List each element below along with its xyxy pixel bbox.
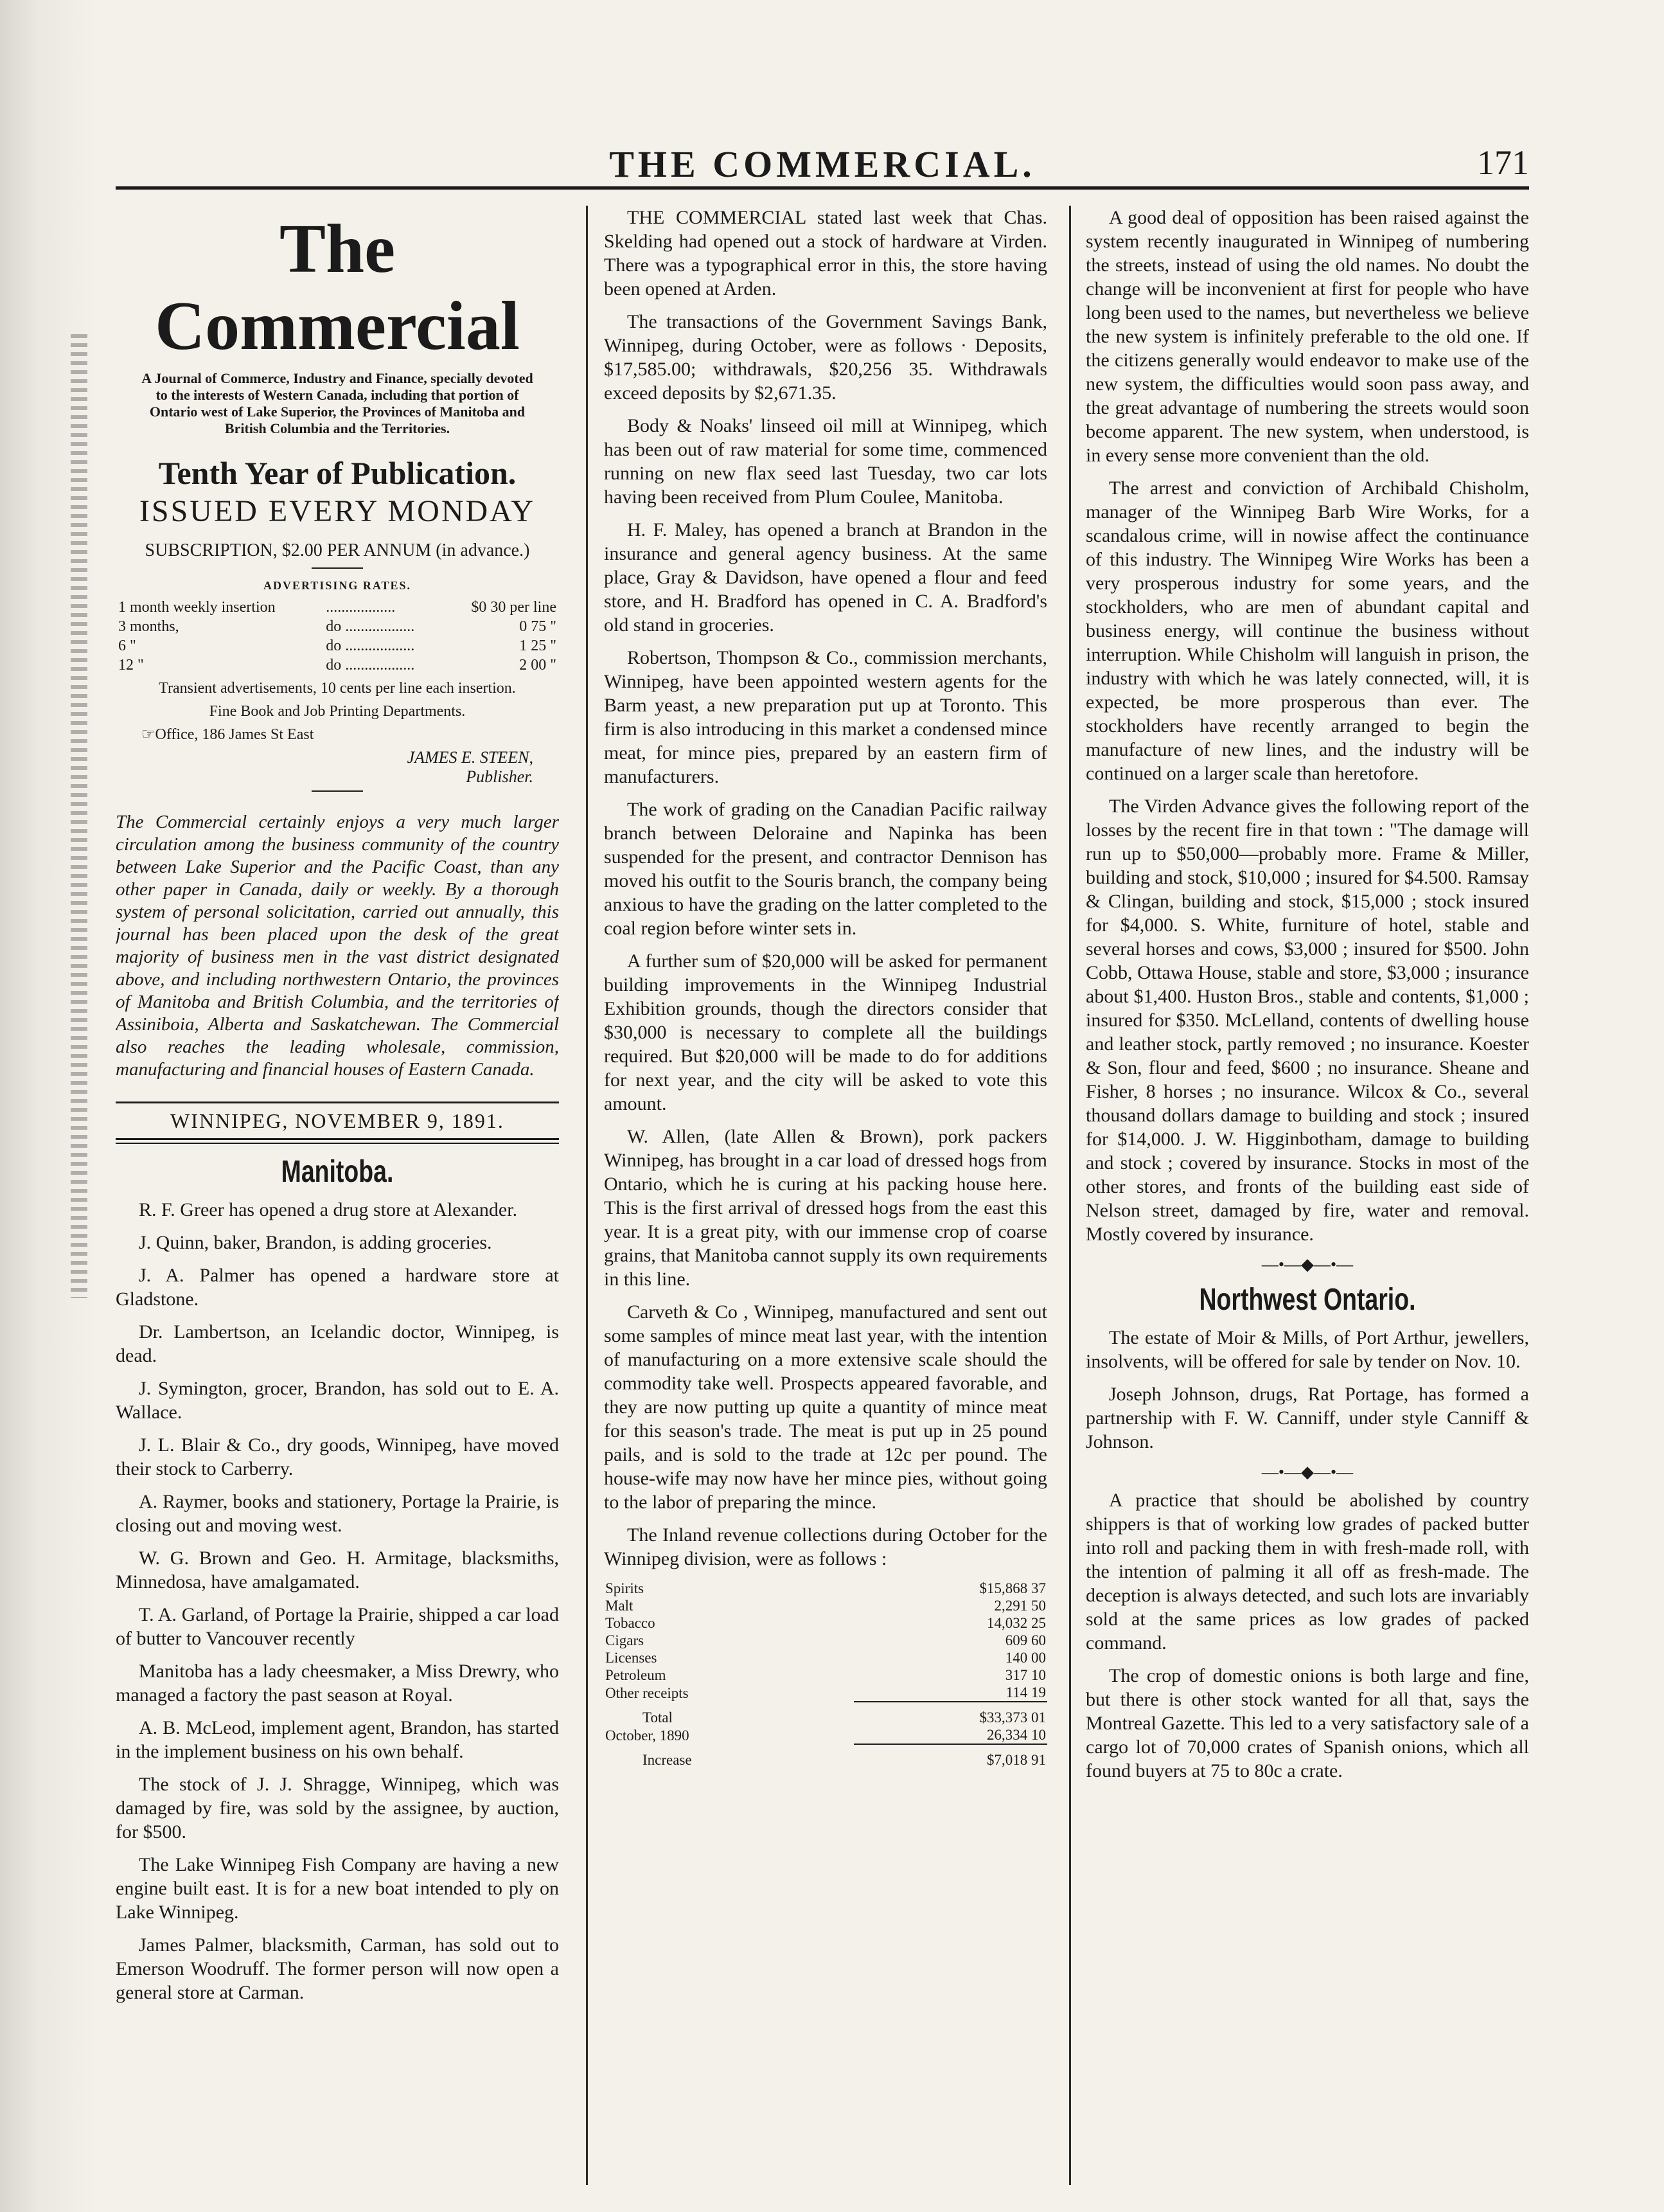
news-item: Joseph Johnson, drugs, Rat Portage, has formed a partnership with F. W. Canniff, under style Canniff & Johnson. — [1086, 1384, 1529, 1452]
short-rule — [312, 567, 363, 569]
revenue-total-row: Total $33,373 01 — [604, 1702, 1047, 1726]
office-address: ☞Office, 186 James St East — [141, 726, 314, 743]
news-item: R. F. Greer has opened a drug store at Alexander. — [139, 1199, 518, 1220]
revenue-row: Cigars 609 60 — [605, 1632, 1046, 1648]
revenue-row: Petroleum 317 10 — [605, 1667, 1046, 1683]
revenue-table — [604, 1580, 1047, 1769]
news-item: Carveth & Co , Winnipeg, manufactured and sent out some samples of mince meat last year, with the intention of manufacturing on a more extensive scale should the commodity take well. Prospects appeared favorable, and they are now putting up quite a quantity of mince meat for this season's trade. The meat is put up in 25 pound pails, and is sold to the trade at 12c per pound. The house-wife may now have her mince pies, without going to the labor of preparing the mince. — [604, 1301, 1047, 1513]
publisher-name: JAMES E. STEEN, — [407, 748, 533, 767]
news-item: The Inland revenue collections during October for the Winnipeg division, were as follows : — [604, 1524, 1047, 1569]
news-item: A. B. McLeod, implement agent, Brandon, has started in the implement business on his own behalf. — [116, 1717, 559, 1762]
revenue-row: Malt 2,291 50 — [605, 1598, 1046, 1614]
news-item: The Virden Advance gives the following report of the losses by the recent fire in that town : "The damage will run up to $50,000—probably more. Frame & Miller, building and stock, $10,000 ; insured for $4.500. Ramsay & Clingan, building and stock, $15,000 ; stock insured for $4,000. S. White, furniture of hotel, stable and several horses and cows, $3,000 ; insured for $500. John Cobb, Ottawa House, stable and store, $3,000 ; insurance about $1,400. Huston Bros., stable and contents, $1,000 ; insured for $350. McLelland, contents of dwelling house and leather stock, partly removed ; no insurance. Koester & Son, flour and feed, $600 ; no insurance. Sheane and Fisher, 8 horses ; no insurance. Wilcox & Co., several thousand dollars damage to building and stock ; insured for $14,000. J. W. Higginbotham, damage to building and stock ; covered by insurance. Stocks in most of the other stores, and fronts of the building east side of Nelson street, damaged by fire, water and removal. Mostly covered by insurance. — [1086, 796, 1529, 1245]
column-2 — [604, 206, 1047, 2185]
issued-line: ISSUED EVERY MONDAY — [139, 494, 536, 528]
subscription-line: SUBSCRIPTION, $2.00 PER ANNUM (in advance.) — [145, 540, 530, 560]
page-number: 171 — [1477, 143, 1529, 182]
news-item: Manitoba has a lady cheesmaker, a Miss Drewry, who managed a factory the past season at Royal. — [116, 1661, 559, 1706]
news-item: The transactions of the Government Savings Bank, Winnipeg, during October, were as follows · Deposits, $17,585.00; withdrawals, $20,256 35. Withdrawals exceed deposits by $2,671.35. — [604, 311, 1047, 404]
circulation-blurb: The Commercial certainly enjoys a very much larger circulation among the business community of the country between Lake Superior and the Pacific Coast, than any other paper in Canada, daily or weekly. By a thorough system of personal solicitation, carried out annually, this journal has been placed upon the desk of the great majority of business men in the vast district designated above, and including northwestern Ontario, the provinces of Manitoba and British Columbia, and the territories of Assiniboia, Alberta and Saskatchewan. The Commercial also reaches the leading wholesale, commission, manufacturing and financial houses of Eastern Canada. — [116, 812, 559, 1080]
revenue-row: Licenses 140 00 — [605, 1650, 1046, 1666]
masthead-title: The Commercial — [155, 211, 520, 364]
news-item: The arrest and conviction of Archibald Chisholm, manager of the Winnipeg Barb Wire Works, for a scandalous crime, will in nowise affect the continuance of this industry. The Winnipeg Wire Works has been a very prosperous industry for some years, and the stockholders, who are men of abundant capital and business energy, will continue the business without interruption. While Chisholm will languish in prison, the industry with which he was lately connected, will, it is expected, be more prosperous than ever. The stockholders have recently arranged to begin the manufacture of new lines, and the industry will be continued on a larger scale than heretofore. — [1086, 477, 1529, 784]
news-item: The stock of J. J. Shragge, Winnipeg, which was damaged by fire, was sold by the assignee, by auction, for $500. — [116, 1774, 559, 1842]
news-item: The work of grading on the Canadian Pacific railway branch between Deloraine and Napinka has been suspended for the present, and contractor Dennison has moved his outfit to the Souris branch, the company being anxious to have the grading on the latter completed to the coal region before winter sets in. — [604, 799, 1047, 939]
news-item: The crop of domestic onions is both large and fine, but there is other stock wanted for all that, says the Montreal Gazette. This led to a very satisfactory sale of a cargo lot of 70,000 crates of Spanish onions, which all found buyers at 75 to 80c a crate. — [1086, 1665, 1529, 1781]
scan-binding-marks — [71, 334, 87, 1298]
revenue-increase-row: Increase $7,018 91 — [604, 1744, 1047, 1769]
news-item: Dr. Lambertson, an Icelandic doctor, Winnipeg, is dead. — [116, 1321, 559, 1366]
ornament-divider: —•—◆—•— — [1261, 1255, 1354, 1274]
rates-title: ADVERTISING RATES. — [263, 579, 412, 592]
column-1 — [116, 206, 559, 2185]
news-item: H. F. Maley, has opened a branch at Brandon in the insurance and general agency business. At the same place, Gray & Davidson, have opened a flour and feed store, and H. Bradford has opened in C. A. Bradford's old stand in groceries. — [604, 519, 1047, 636]
news-item: A. Raymer, books and stationery, Portage la Prairie, is closing out and moving west. — [116, 1491, 559, 1536]
news-item: A good deal of opposition has been raised against the system recently inaugurated in Winnipeg of numbering the streets, instead of using the old names. No doubt the change will be inconvenient at first for people who have long been used to the names, but nevertheless we believe the new system is infinitely preferable to the old one. If the citizens generally would endeavor to make use of the new system, the difficulties would soon pass away, and the great advantage of numbering the streets would soon become apparent. The new system, when understood, is in every sense more convenient than the old. — [1086, 207, 1529, 466]
news-item: J. Symington, grocer, Brandon, has sold out to E. A. Wallace. — [116, 1378, 559, 1423]
news-item: James Palmer, blacksmith, Carman, has sold out to Emerson Woodruff. The former person will now open a general store at Carman. — [116, 1934, 559, 2003]
masthead-subtitle: A Journal of Commerce, Industry and Finance, specially devoted to the interests of Western Canada, including that portion of Ontario west of Lake Superior, the Provinces of Manitoba and British Columbia and the Territories. — [141, 370, 533, 436]
news-item: Robertson, Thompson & Co., commission merchants, Winnipeg, have been appointed western agents for the Barm yeast, a new preparation put up at Toronto. This firm is also introducing in this market a condensed mince meat, for mince pies, prepared by an eastern firm of manufacturers. — [604, 647, 1047, 787]
news-item: A practice that should be abolished by country shippers is that of working low grades of packed butter into roll and packing them in with fresh-made roll, with the intention of palming it all off as fresh-made. The deception is always detected, and such lots are invariably sold at the same prices as low grades of packed command. — [1086, 1490, 1529, 1654]
news-item: The estate of Moir & Mills, of Port Arthur, jewellers, insolvents, will be offered for sale by tender on Nov. 10. — [1086, 1327, 1529, 1372]
revenue-row: Tobacco 14,032 25 — [605, 1615, 1046, 1631]
news-item: J. A. Palmer has opened a hardware store at Gladstone. — [116, 1265, 559, 1310]
rate-row: 1 month weekly insertion .................. $0 30 per line — [118, 599, 556, 616]
ornament-divider: —•—◆—•— — [1261, 1463, 1354, 1481]
revenue-row: Spirits $15,868 37 — [605, 1580, 1046, 1596]
news-item: W. G. Brown and Geo. H. Armitage, blacksmiths, Minnedosa, have amalgamated. — [116, 1548, 559, 1592]
news-item: J. L. Blair & Co., dry goods, Winnipeg, have moved their stock to Carberry. — [116, 1434, 559, 1479]
header-rule — [116, 186, 1529, 190]
column-3 — [1086, 206, 1529, 2185]
revenue-prev-row: October, 1890 26,334 10 — [605, 1727, 1046, 1744]
running-head — [116, 143, 1529, 185]
running-head-title: THE COMMERCIAL. — [609, 143, 1036, 185]
revenue-row: Other receipts 114 19 — [605, 1684, 1046, 1701]
printing-note: Fine Book and Job Printing Departments. — [209, 703, 466, 720]
news-item: T. A. Garland, of Portage la Prairie, shipped a car load of butter to Vancouver recently — [116, 1604, 559, 1649]
news-item: Body & Noaks' linseed oil mill at Winnipeg, which has been out of raw material for some time, commenced running on new flax seed last Tuesday, two car lots having been received from Plum Coulee, Manitoba. — [604, 415, 1047, 508]
news-item: A further sum of $20,000 will be asked for permanent building improvements in the Winnipeg Industrial Exhibition grounds, though the directors consider that $30,000 is necessary to complete all the buildings required. But $20,000 will be made to do for additions for next year, and the city will be asked to vote this amount. — [604, 950, 1047, 1114]
double-rule — [116, 1138, 559, 1144]
date-rule — [116, 1102, 559, 1103]
short-rule — [312, 790, 363, 792]
dateline: WINNIPEG, NOVEMBER 9, 1891. — [170, 1109, 504, 1132]
column-rule-2 — [1069, 206, 1071, 2185]
section-heading-northwest-ontario: Northwest Ontario. — [1199, 1283, 1416, 1317]
section-heading-manitoba: Manitoba. — [281, 1155, 394, 1189]
column-rule-1 — [586, 206, 588, 2185]
news-item: J. Quinn, baker, Brandon, is adding groceries. — [139, 1232, 492, 1253]
rate-row: 3 months, do .................. 0 75 " — [118, 618, 556, 635]
transient-note: Transient advertisements, 10 cents per line each insertion. — [159, 680, 516, 697]
publisher-role: Publisher. — [466, 767, 533, 786]
publication-year: Tenth Year of Publication. — [158, 455, 517, 491]
news-item: The Lake Winnipeg Fish Company are having a new engine built east. It is for a new boat intended to ply on Lake Winnipeg. — [116, 1854, 559, 1923]
news-item: THE COMMERCIAL stated last week that Chas. Skelding had opened out a stock of hardware at Virden. There was a typographical error in this, the store having been opened at Arden. — [604, 207, 1047, 299]
news-item: W. Allen, (late Allen & Brown), pork packers Winnipeg, has brought in a car load of dressed hogs from Ontario, which he is curing at his packing house here. This is the first arrival of dressed hogs from the east this year. It is a great pity, with our immense crop of coarse grains, that Manitoba cannot supply its own requirements in this line. — [604, 1126, 1047, 1290]
rates-table — [116, 598, 559, 675]
rate-row: 6 " do .................. 1 25 " — [118, 638, 556, 654]
rate-row: 12 " do .................. 2 00 " — [118, 657, 556, 673]
